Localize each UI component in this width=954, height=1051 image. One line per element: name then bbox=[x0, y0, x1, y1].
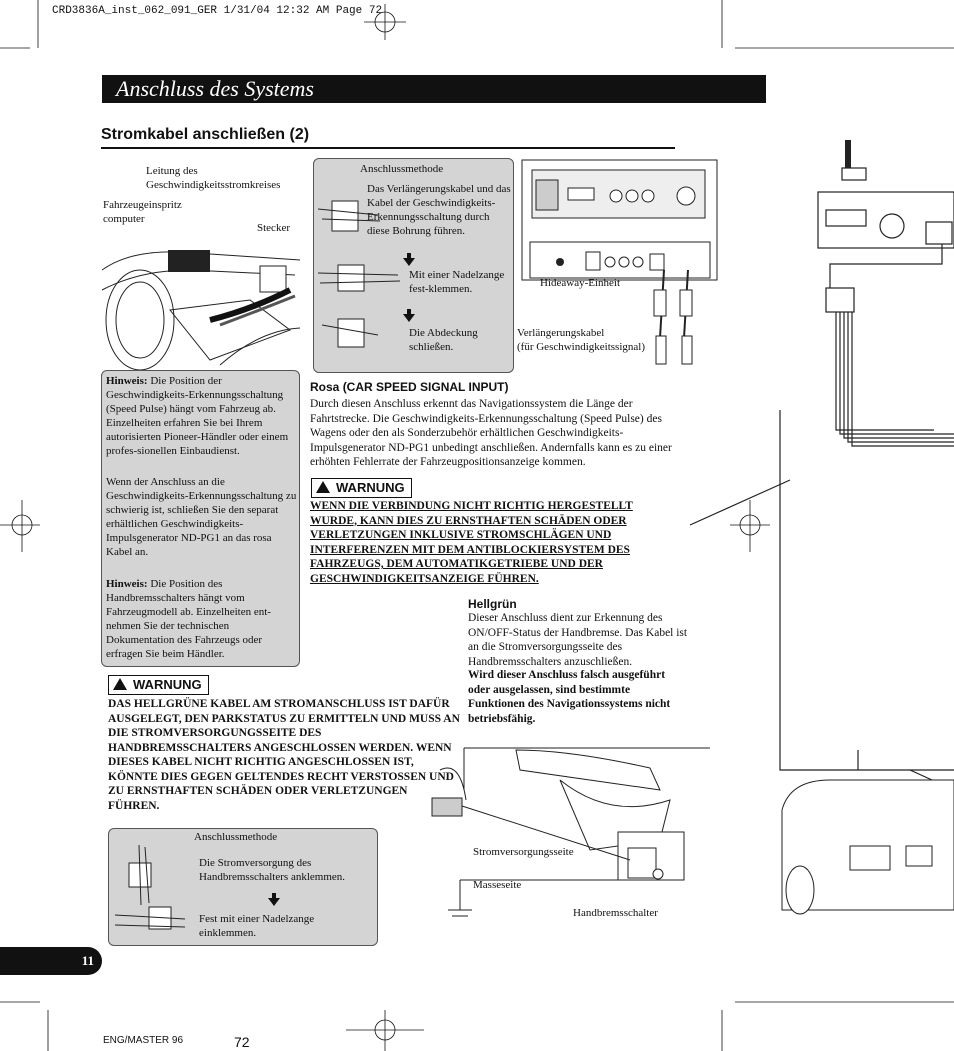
hint-1-label: Hinweis: bbox=[106, 375, 148, 387]
label-brake-switch: Handbremsschalter bbox=[573, 907, 658, 919]
hint-2-text: Die Position des Handbremsschalters hängt vom Fahrzeugmodell ab. Einzelheiten ent-nehmen Sie der technischen Dokumentation des Fahrzeugs oder erfragen Sie beim Händler. bbox=[106, 578, 271, 660]
main-unit-wiring bbox=[680, 130, 954, 930]
label-extension-cable: Verlängerungskabel (für Geschwindigkeitssignal) bbox=[517, 327, 645, 353]
dashboard-illustration bbox=[100, 230, 310, 380]
label-plug: Stecker bbox=[257, 222, 290, 234]
method-step2: Mit einer Nadelzange fest-klemmen. bbox=[409, 269, 505, 295]
warning-text-1: WENN DIE VERBINDUNG NICHT RICHTIG HERGESTELLT WURDE, KANN DIES ZU ERNSTHAFTEN SCHÄDEN ODER VERLETZUNGEN INKLUSIVE STROMSCHLÄGEN UND INTERFERENZEN MIT DEM ANTIBLOCKIERSYSTEM DES FAHRZEUGS, DEM AUTOMATIKGETRIEBE UND DER GESCHWINDIGKEITSANZEIGE FÜHREN. bbox=[310, 500, 633, 585]
rosa-heading-paren: (CAR SPEED SIGNAL INPUT) bbox=[342, 380, 509, 394]
hint-2-label: Hinweis: bbox=[106, 578, 148, 590]
label-injection-computer: Fahrzeugeinspritz computer bbox=[103, 199, 182, 225]
warning-badge-1 bbox=[311, 478, 412, 498]
method2-step2: Fest mit einer Nadelzange einklemmen. bbox=[199, 913, 315, 939]
page-number: 72 bbox=[234, 1034, 250, 1050]
method2-step1: Die Stromversorgung des Handbremsschalters anklemmen. bbox=[199, 857, 346, 883]
page-tab: 11 bbox=[0, 947, 102, 975]
warning-icon bbox=[113, 678, 127, 690]
hellgruen-text: Dieser Anschluss dient zur Erkennung des ON/OFF-Status der Handbremse. Das Kabel ist an die Stromversorgungsseite des Handbremsschalters anzuschließen. bbox=[468, 612, 688, 668]
warning-label-1: WARNUNG bbox=[336, 480, 405, 495]
warning-badge-2 bbox=[108, 675, 209, 695]
method2-arrow bbox=[268, 893, 280, 906]
hellgruen-heading: Hellgrün bbox=[468, 597, 517, 611]
label-hideaway-unit: Hideaway-Einheit bbox=[540, 277, 621, 289]
method-step3: Die Abdeckung schließen. bbox=[409, 327, 478, 353]
handbrake-illustration bbox=[420, 740, 710, 930]
label-ground-side: Masseseite bbox=[473, 879, 522, 891]
print-header: CRD3836A_inst_062_091_GER 1/31/04 12:32 AM Page 72 bbox=[52, 5, 383, 17]
section-rule bbox=[101, 147, 675, 149]
hint-1 bbox=[106, 374, 298, 458]
section-title: Stromkabel anschließen (2) bbox=[101, 126, 310, 143]
method-box-title: Anschlussmethode bbox=[360, 163, 444, 175]
label-speed-cable: Leitung des Geschwindigkeitsstromkreises bbox=[146, 165, 281, 191]
warning-label-2: WARNUNG bbox=[133, 677, 202, 692]
clamp-illustrations bbox=[115, 845, 190, 940]
hint-1-more: Wenn der Anschluss an die Geschwindigkeits-Erkennungsschaltung zu schwierig ist, schließen Sie den separat erhältlichen Geschwindigkeits-Impulsgenerator ND-PG1 an das rosa Kabel an. bbox=[106, 476, 297, 558]
rosa-heading bbox=[310, 380, 508, 394]
method2-title: Anschlussmethode bbox=[194, 831, 278, 843]
hint-2 bbox=[106, 577, 298, 661]
rosa-text: Durch diesen Anschluss erkennt das Navigationssystem die Länge der Fahrtstrecke. Die Geschwindigkeits-Erkennungsschaltung (Speed Pulse) des Wagens oder den als Sonderzubehör erhältlichen Geschwindigkeits-Impulsgenerator ND-PG1 unbedingt anschließen. Andernfalls kann es zu einer erhöhten Fehlerrate der Fahrzeugpositionsanzeige kommen. bbox=[310, 398, 672, 468]
footer-label: ENG/MASTER 96 bbox=[103, 1035, 184, 1046]
warning-icon bbox=[316, 481, 330, 493]
connector-illustrations bbox=[318, 185, 406, 365]
warning-text-2: DAS HELLGRÜNE KABEL AM STROMANSCHLUSS IST DAFÜR AUSGELEGT, DEN PARKSTATUS ZU ERMITTELN UND MUSS AN DIE STROMVERSORGUNGSSEITE DES HANDBREMSSCHALTERS ANGESCHLOSSEN WERDEN. WENN DIESES KABEL NICHT RICHTIG ANGESCHLOSSEN IST, KÖNNTE DIES GEGEN GELTENDES RECHT VERSTOSSEN UND ZU ERNSTHAFTEN SCHÄDEN ODER VERLETZUNGEN FÜHREN. bbox=[108, 698, 460, 812]
method-step1: Das Verlängerungskabel und das Kabel der Geschwindigkeits-Erkennungsschaltung durch diese Bohrung führen. bbox=[367, 183, 511, 237]
hellgruen-bold-text: Wird dieser Anschluss falsch ausgeführt oder ausgelassen, sind bestimmte Funktionen des Navigationssystems nicht betriebsfähig. bbox=[468, 669, 671, 725]
label-power-side: Stromversorgungsseite bbox=[473, 846, 574, 858]
page-title: Anschluss des Systems bbox=[102, 75, 766, 103]
hint-1-text: Die Position der Geschwindigkeits-Erkennungsschaltung (Speed Pulse) hängt vom Fahrzeug ab. Einzelheiten erfahren Sie bei Ihrem autorisierten Pioneer-Händler oder einem profes-sionellen Einbaudienst. bbox=[106, 375, 289, 457]
rosa-heading-prefix: Rosa bbox=[310, 380, 343, 394]
